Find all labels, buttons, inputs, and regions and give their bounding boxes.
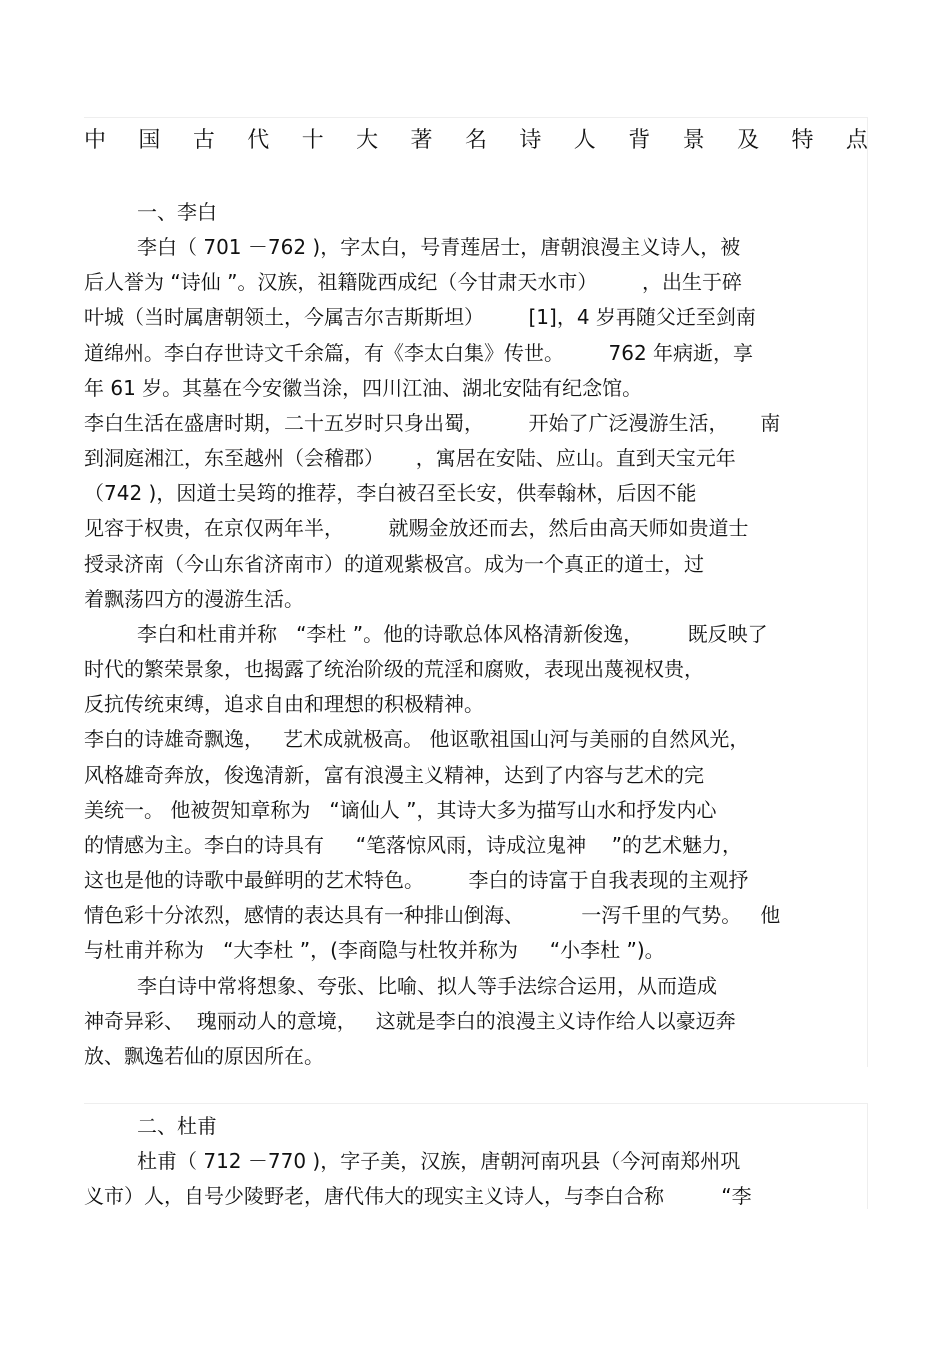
title-char: 著 [410, 128, 433, 153]
title-char: 国 [138, 128, 161, 153]
text-line: 年 61 岁。其墓在今安徽当涂，四川江油、湖北安陆有纪念馆。 [84, 376, 643, 400]
text-line: 李白生活在盛唐时期，二十五岁时只身出蜀， 开始了广泛漫游生活， 南 [84, 411, 781, 435]
text-line: 叶城（当时属唐朝领土，今属吉尔吉斯斯坦） [1]，4 岁再随父迁至剑南 [84, 305, 756, 329]
text-line: 这也是他的诗歌中最鲜明的艺术特色。 李白的诗富于自我表现的主观抒 [84, 868, 749, 892]
title-char: 背 [628, 128, 651, 153]
title-char: 人 [573, 128, 596, 153]
title-char: 点 [845, 128, 868, 153]
text-line: 情色彩十分浓烈，感情的表达具有一种排山倒海、 一泻千里的气势。 他 [84, 903, 781, 927]
text-line: 到洞庭湘江，东至越州（会稽郡） ，寓居在安陆、应山。直到天宝元年 [84, 446, 736, 470]
text-line: 的情感为主。李白的诗具有 “笔落惊风雨，诗成泣鬼神 ”的艺术魅力， [84, 833, 742, 857]
text-line: 时代的繁荣景象，也揭露了统治阶级的荒淫和腐败，表现出蔑视权贵， [84, 657, 704, 681]
section-heading-du-fu: 二、杜甫 [137, 1114, 217, 1138]
text-line: 李白（ 701 －762 )，字太白，号青莲居士，唐朝浪漫主义诗人，被 [137, 235, 741, 259]
title-char: 景 [682, 128, 705, 153]
title-char: 特 [791, 128, 814, 153]
title-char: 诗 [519, 128, 542, 153]
text-line: 反抗传统束缚，追求自由和理想的积极精神。 [84, 692, 484, 716]
text-line: 与杜甫并称为 “大李杜 ”，(李商隐与杜牧并称为 “小李杜 ”)。 [84, 938, 665, 962]
document-title [84, 126, 868, 156]
text-line: 见容于权贵，在京仅两年半， 就赐金放还而去，然后由高天师如贵道士 [84, 516, 749, 540]
document-page-block-2 [84, 1103, 868, 1209]
title-char: 及 [737, 128, 760, 153]
text-line: 风格雄奇奔放，俊逸清新，富有浪漫主义精神，达到了内容与艺术的完 [84, 763, 704, 787]
text-line: 道绵州。李白存世诗文千余篇，有《李太白集》传世。 762 年病逝，享 [84, 341, 754, 365]
title-char: 名 [464, 128, 487, 153]
title-char: 代 [247, 128, 270, 153]
text-line: 后人誉为 “诗仙 ”。汉族，祖籍陇西成纪（今甘肃天水市） ，出生于碎 [84, 270, 742, 294]
text-line: 放、飘逸若仙的原因所在。 [84, 1044, 324, 1068]
title-char: 十 [301, 128, 324, 153]
text-line: 李白诗中常将想象、夸张、比喻、拟人等手法综合运用，从而造成 [137, 974, 717, 998]
text-line: 李白和杜甫并称 “李杜 ”。他的诗歌总体风格清新俊逸， 既反映了 [137, 622, 768, 646]
text-line: 李白的诗雄奇飘逸， 艺术成就极高。 他讴歌祖国山河与美丽的自然风光， [84, 727, 750, 751]
title-char: 大 [356, 128, 379, 153]
text-line: 着飘荡四方的漫游生活。 [84, 587, 304, 611]
text-line: 义市）人，自号少陵野老，唐代伟大的现实主义诗人，与李白合称 “李 [84, 1184, 752, 1208]
text-line: 杜甫（ 712 －770 )，字子美，汉族，唐朝河南巩县（今河南郑州巩 [137, 1149, 741, 1173]
text-line: 神奇异彩、 瑰丽动人的意境， 这就是李白的浪漫主义诗作给人以豪迈奔 [84, 1009, 736, 1033]
section-heading-li-bai: 一、李白 [137, 200, 217, 224]
text-line: 美统一。 他被贺知章称为 “谪仙人 ”，其诗大多为描写山水和抒发内心 [84, 798, 717, 822]
document-page-block-1 [84, 117, 868, 1067]
title-char: 中 [84, 128, 107, 153]
title-char: 古 [192, 128, 215, 153]
text-line: 授录济南（今山东省济南市）的道观紫极宫。成为一个真正的道士，过 [84, 552, 704, 576]
text-line: （742 )，因道士吴筠的推荐，李白被召至长安，供奉翰林，后因不能 [84, 481, 697, 505]
